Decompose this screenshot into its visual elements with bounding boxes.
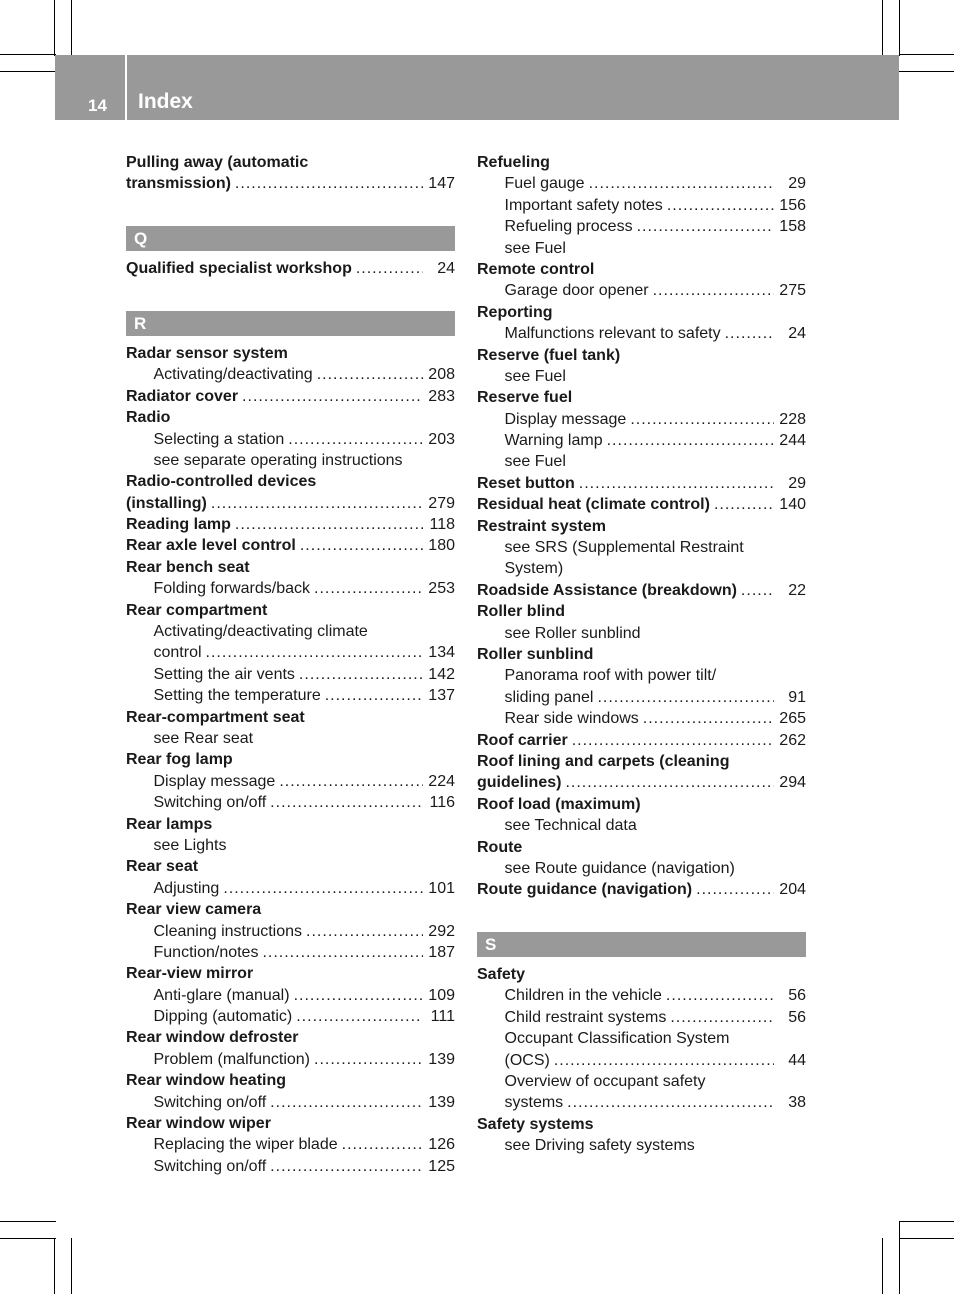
page-reference[interactable]: 283 — [428, 387, 455, 405]
index-subentry — [126, 429, 455, 450]
entry-text: Overview of occupant safety — [504, 1073, 706, 1091]
entry-text: see separate operating instructions — [153, 451, 403, 469]
spacer — [126, 195, 455, 216]
page-header — [55, 55, 899, 120]
leader-dots — [607, 430, 774, 451]
page-reference[interactable]: 156 — [779, 196, 806, 214]
entry-text: Child restraint systems — [504, 1008, 667, 1026]
index-entry — [477, 473, 806, 494]
leader-dots — [741, 580, 774, 601]
index-subentry — [477, 1071, 806, 1092]
page-reference[interactable]: 137 — [428, 687, 455, 705]
index-column-right — [477, 152, 806, 1157]
leader-dots — [314, 1049, 423, 1070]
index-subentry — [477, 216, 806, 237]
entry-text: Safety — [477, 966, 526, 984]
entry-text: Switching on/off — [153, 794, 267, 812]
index-subentry — [477, 366, 806, 387]
crop-mark — [71, 1238, 72, 1294]
index-entry — [477, 1114, 806, 1135]
index-entry — [477, 152, 806, 173]
entry-text: see Driving safety systems — [504, 1137, 695, 1155]
entry-text: Pulling away (automatic — [126, 154, 309, 171]
index-entry — [477, 259, 806, 280]
entry-text: Refueling — [477, 154, 550, 171]
index-entry — [126, 899, 455, 920]
entry-text: Radar sensor system — [126, 344, 288, 362]
leader-dots — [567, 1092, 774, 1113]
page-reference[interactable]: 244 — [779, 432, 806, 450]
index-subentry — [126, 1049, 455, 1070]
entry-text: Reporting — [477, 303, 553, 321]
page-reference[interactable]: 91 — [788, 688, 806, 706]
entry-text: see Technical data — [504, 817, 637, 835]
leader-dots — [630, 409, 774, 430]
entry-text: see Lights — [153, 836, 227, 854]
entry-text: Reading lamp — [126, 516, 231, 534]
index-subentry — [126, 621, 455, 642]
crop-mark — [0, 1221, 56, 1222]
index-subentry — [477, 558, 806, 579]
leader-dots — [270, 792, 423, 813]
index-subentry — [126, 642, 455, 663]
entry-text: Selecting a station — [153, 430, 285, 448]
page-reference[interactable]: 24 — [437, 260, 455, 278]
index-subentry — [126, 942, 455, 963]
leader-dots — [572, 730, 774, 751]
page-reference[interactable]: 134 — [428, 644, 455, 662]
index-entry — [477, 730, 806, 751]
index-entry — [126, 343, 455, 364]
entry-text: (installing) — [126, 494, 207, 512]
entry-text: Roller blind — [477, 603, 565, 621]
leader-dots — [666, 985, 774, 1006]
leader-dots — [270, 1156, 423, 1177]
leader-dots — [643, 708, 774, 729]
entry-text: Route guidance (navigation) — [477, 881, 693, 899]
crop-mark — [899, 54, 954, 55]
entry-text: Dipping (automatic) — [153, 1008, 293, 1026]
entry-text: see Rear seat — [153, 729, 254, 747]
page-reference[interactable]: 56 — [788, 987, 806, 1005]
page-reference[interactable]: 139 — [428, 1050, 455, 1068]
crop-mark — [71, 0, 72, 56]
page-reference[interactable]: 126 — [428, 1136, 455, 1154]
crop-mark — [0, 71, 56, 72]
index-entry — [126, 707, 455, 728]
index-entry — [477, 601, 806, 622]
entry-text: Panorama roof with power tilt/ — [504, 667, 717, 685]
index-subentry — [477, 409, 806, 430]
index-subentry — [477, 173, 806, 194]
index-subentry — [126, 1134, 455, 1155]
spacer — [477, 901, 806, 922]
entry-text: Rear window defroster — [126, 1029, 299, 1047]
section-letter-r: R — [126, 311, 455, 336]
index-subentry — [126, 878, 455, 899]
index-entry — [126, 963, 455, 984]
page-reference[interactable]: 125 — [428, 1157, 455, 1175]
index-entry — [477, 580, 806, 601]
leader-dots — [306, 921, 423, 942]
page-reference[interactable]: 109 — [428, 986, 455, 1004]
index-entry — [477, 494, 806, 515]
index-subentry — [477, 1007, 806, 1028]
entry-text: Reserve fuel — [477, 389, 573, 407]
entry-text: Qualified specialist workshop — [126, 260, 352, 278]
entry-text: Important safety notes — [504, 196, 663, 214]
leader-dots — [235, 514, 423, 535]
entry-text: Radiator cover — [126, 387, 239, 405]
index-subentry — [126, 578, 455, 599]
entry-text: Activating/deactivating climate — [153, 623, 368, 641]
leader-dots — [670, 1007, 774, 1028]
index-subentry — [477, 280, 806, 301]
index-subentry — [126, 1156, 455, 1177]
entry-text: Reserve (fuel tank) — [477, 346, 621, 364]
index-subentry — [126, 450, 455, 471]
page-reference[interactable]: 29 — [788, 474, 806, 492]
index-entry — [126, 600, 455, 621]
page-reference[interactable]: 24 — [788, 325, 806, 343]
entry-text: systems — [504, 1094, 564, 1112]
entry-text: Cleaning instructions — [153, 922, 303, 940]
entry-text: Roof lining and carpets (cleaning — [477, 752, 730, 770]
leader-dots — [235, 173, 423, 194]
index-entry — [477, 644, 806, 665]
leader-dots — [696, 879, 774, 900]
section-letter-q: Q — [126, 226, 455, 251]
index-entry — [126, 749, 455, 770]
crop-mark — [882, 1238, 883, 1294]
index-subentry — [126, 1092, 455, 1113]
entry-text: Malfunctions relevant to safety — [504, 325, 721, 343]
crop-mark — [0, 54, 56, 55]
entry-text: Anti-glare (manual) — [153, 986, 290, 1004]
index-subentry — [477, 815, 806, 836]
entry-text: Rear-view mirror — [126, 965, 254, 983]
page-reference[interactable]: 116 — [429, 794, 455, 812]
index-subentry — [477, 1050, 806, 1071]
entry-text: Children in the vehicle — [504, 987, 662, 1005]
index-entry — [126, 814, 455, 835]
index-subentry — [477, 665, 806, 686]
index-entry — [126, 471, 455, 492]
leader-dots — [342, 1134, 423, 1155]
index-entry — [477, 516, 806, 537]
index-subentry — [126, 921, 455, 942]
entry-text: Folding forwards/back — [153, 580, 311, 598]
index-entry — [477, 345, 806, 366]
entry-text: guidelines) — [477, 774, 562, 792]
leader-dots — [554, 1050, 774, 1071]
leader-dots — [589, 173, 774, 194]
entry-text: see Route guidance (navigation) — [504, 859, 735, 877]
index-subentry — [126, 835, 455, 856]
entry-text: Route — [477, 838, 523, 856]
entry-text: Rear side windows — [504, 710, 639, 728]
index-subentry — [477, 195, 806, 216]
index-entry — [477, 879, 806, 900]
leader-dots — [294, 985, 423, 1006]
entry-text: Roller sunblind — [477, 645, 594, 663]
entry-text: Reset button — [477, 474, 575, 492]
entry-text: Rear window heating — [126, 1072, 287, 1090]
entry-text: sliding panel — [504, 688, 594, 706]
leader-dots — [296, 1006, 423, 1027]
entry-text: Setting the air vents — [153, 665, 295, 683]
entry-text: Activating/deactivating — [153, 366, 313, 384]
page-reference[interactable]: 208 — [428, 366, 455, 384]
index-entry — [126, 258, 455, 279]
entry-text: see Fuel — [504, 367, 566, 385]
index-subentry — [477, 430, 806, 451]
leader-dots — [579, 473, 774, 494]
entry-text: Function/notes — [153, 943, 259, 961]
index-entry — [477, 772, 806, 793]
entry-text: Replacing the wiper blade — [153, 1136, 338, 1154]
leader-dots — [300, 535, 423, 556]
index-entry — [477, 387, 806, 408]
entry-text: Switching on/off — [153, 1157, 267, 1175]
page-reference[interactable]: 147 — [428, 175, 455, 193]
page-reference[interactable]: 118 — [429, 516, 455, 534]
page-reference[interactable]: 180 — [428, 537, 455, 555]
leader-dots — [356, 258, 423, 279]
index-subentry — [477, 537, 806, 558]
page-reference[interactable]: 224 — [428, 772, 455, 790]
page-reference[interactable]: 38 — [788, 1094, 806, 1112]
entry-text: Warning lamp — [504, 432, 603, 450]
entry-text: see SRS (Supplemental Restraint — [504, 539, 744, 557]
crop-mark — [899, 1221, 900, 1294]
entry-text: Occupant Classification System — [504, 1030, 730, 1048]
crop-mark — [899, 1238, 954, 1239]
leader-dots — [637, 216, 774, 237]
index-entry — [126, 856, 455, 877]
index-entry — [477, 964, 806, 985]
entry-text: Roadside Assistance (breakdown) — [477, 581, 737, 599]
index-subentry — [477, 708, 806, 729]
index-subentry — [126, 364, 455, 385]
entry-text: Problem (malfunction) — [153, 1050, 310, 1068]
leader-dots — [325, 685, 423, 706]
entry-text: Display message — [153, 772, 276, 790]
entry-text: Roof carrier — [477, 731, 568, 749]
page-reference[interactable]: 262 — [779, 731, 806, 749]
entry-text: Rear axle level control — [126, 537, 296, 555]
leader-dots — [223, 878, 423, 899]
entry-text: Rear view camera — [126, 901, 262, 919]
crop-mark — [899, 1221, 954, 1222]
leader-dots — [299, 664, 423, 685]
page-reference[interactable]: 253 — [428, 580, 455, 598]
leader-dots — [667, 195, 774, 216]
crop-mark — [54, 1238, 55, 1294]
entry-text: Rear-compartment seat — [126, 708, 305, 726]
page-number: 14 — [88, 96, 107, 115]
index-entry — [126, 152, 455, 173]
page-reference[interactable]: 187 — [428, 943, 455, 961]
page-reference[interactable]: 139 — [428, 1093, 455, 1111]
page-reference[interactable]: 294 — [779, 774, 806, 792]
index-entry — [126, 1070, 455, 1091]
entry-text: see Fuel — [504, 453, 566, 471]
entry-text: Rear lamps — [126, 815, 213, 833]
index-entry — [477, 751, 806, 772]
spacer — [126, 280, 455, 301]
entry-text: Safety systems — [477, 1115, 594, 1133]
entry-text: Switching on/off — [153, 1093, 267, 1111]
page-reference[interactable]: 265 — [779, 710, 806, 728]
page-reference[interactable]: 140 — [779, 496, 806, 514]
index-subentry — [126, 664, 455, 685]
page-reference[interactable]: 275 — [779, 282, 806, 300]
entry-text: Setting the temperature — [153, 687, 321, 705]
leader-dots — [242, 386, 423, 407]
page-reference[interactable]: 22 — [788, 581, 806, 599]
entry-text: Garage door opener — [504, 282, 649, 300]
index-entry — [126, 557, 455, 578]
index-entry — [477, 837, 806, 858]
entry-text: Rear bench seat — [126, 558, 250, 576]
index-subentry — [126, 728, 455, 749]
entry-text: Remote control — [477, 260, 595, 278]
entry-text: (OCS) — [504, 1051, 550, 1069]
leader-dots — [270, 1092, 423, 1113]
leader-dots — [262, 942, 423, 963]
crop-mark — [899, 71, 954, 72]
header-divider — [125, 55, 127, 120]
index-entry — [126, 1113, 455, 1134]
leader-dots — [206, 642, 423, 663]
page-reference[interactable]: 279 — [428, 494, 455, 512]
section-letter-s: S — [477, 932, 806, 957]
page-reference[interactable]: 204 — [779, 881, 806, 899]
page-reference[interactable]: 228 — [779, 410, 806, 428]
index-entry — [126, 173, 455, 194]
entry-text: Refueling process — [504, 218, 633, 236]
index-subentry — [126, 685, 455, 706]
leader-dots — [714, 494, 774, 515]
entry-text: Residual heat (climate control) — [477, 496, 710, 514]
page-reference[interactable]: 29 — [788, 175, 806, 193]
entry-text: Rear fog lamp — [126, 751, 233, 769]
index-subentry — [126, 771, 455, 792]
entry-text: System) — [504, 560, 564, 578]
entry-text: Rear compartment — [126, 601, 268, 619]
leader-dots — [725, 323, 774, 344]
leader-dots — [314, 578, 423, 599]
crop-mark — [0, 1238, 56, 1239]
index-entry — [126, 535, 455, 556]
index-subentry — [477, 323, 806, 344]
page-reference[interactable]: 44 — [788, 1051, 806, 1069]
entry-text: Radio — [126, 409, 171, 427]
entry-text: Roof load (maximum) — [477, 795, 641, 813]
crop-mark — [899, 0, 900, 56]
leader-dots — [565, 772, 774, 793]
index-subentry — [477, 1028, 806, 1049]
index-entry — [477, 302, 806, 323]
entry-text: Adjusting — [153, 879, 220, 897]
index-subentry — [126, 1006, 455, 1027]
crop-mark — [54, 0, 55, 56]
leader-dots — [211, 493, 423, 514]
entry-text: Rear window wiper — [126, 1115, 271, 1133]
index-subentry — [477, 687, 806, 708]
entry-text: Display message — [504, 410, 627, 428]
index-subentry — [477, 985, 806, 1006]
entry-text: Radio-controlled devices — [126, 473, 317, 491]
index-subentry — [477, 1092, 806, 1113]
leader-dots — [279, 771, 423, 792]
index-subentry — [477, 858, 806, 879]
leader-dots — [317, 364, 423, 385]
page-reference[interactable]: 101 — [428, 879, 455, 897]
index-subentry — [126, 985, 455, 1006]
entry-text: Fuel gauge — [504, 175, 585, 193]
page-reference[interactable]: 142 — [428, 665, 455, 683]
entry-text: control — [153, 644, 202, 662]
page-reference[interactable]: 203 — [428, 430, 455, 448]
index-entry — [477, 794, 806, 815]
index-column-left — [126, 152, 455, 1177]
index-entry — [126, 386, 455, 407]
index-entry — [126, 514, 455, 535]
entry-text: Restraint system — [477, 517, 606, 535]
entry-text: Rear seat — [126, 858, 199, 876]
leader-dots — [653, 280, 774, 301]
page-reference[interactable]: 56 — [788, 1008, 806, 1026]
index-entry — [126, 493, 455, 514]
index-entry — [126, 407, 455, 428]
leader-dots — [597, 687, 774, 708]
entry-text: see Roller sunblind — [504, 624, 641, 642]
page-reference[interactable]: 292 — [428, 922, 455, 940]
page-reference[interactable]: 158 — [779, 218, 806, 236]
page-title: Index — [138, 90, 193, 113]
crop-mark — [882, 0, 883, 56]
index-entry — [126, 1027, 455, 1048]
index-subentry — [477, 1135, 806, 1156]
page-reference[interactable]: 111 — [430, 1008, 455, 1026]
leader-dots — [288, 429, 423, 450]
entry-text: transmission) — [126, 175, 231, 193]
index-subentry — [477, 451, 806, 472]
entry-text: see Fuel — [504, 239, 566, 257]
index-subentry — [477, 238, 806, 259]
index-subentry — [477, 623, 806, 644]
index-subentry — [126, 792, 455, 813]
